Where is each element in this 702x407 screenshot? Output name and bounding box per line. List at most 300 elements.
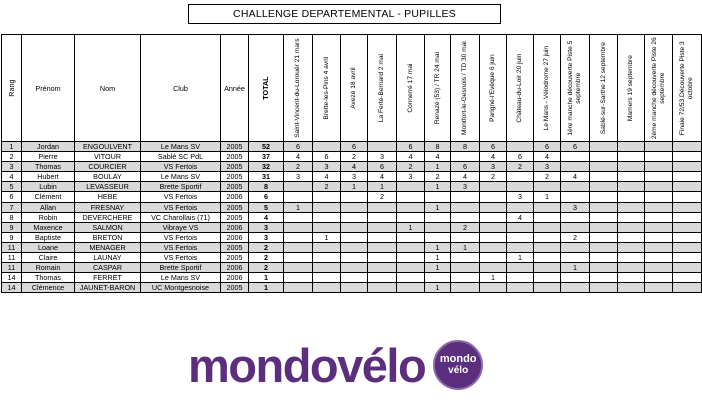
score-cell [313, 202, 341, 212]
rang-cell: 7 [2, 202, 22, 212]
annee-cell: 2005 [221, 242, 249, 252]
score-cell [451, 192, 480, 202]
annee-cell: 2006 [221, 232, 249, 242]
score-cell [480, 222, 507, 232]
club-cell: Le Mans SV [141, 142, 221, 152]
header-event: Connerré 17 mai [397, 35, 425, 142]
club-cell: VS Fertois [141, 162, 221, 172]
total-cell: 31 [249, 172, 284, 182]
score-cell [284, 253, 313, 263]
header-event: Montfort-le-Gesnois / TD 30 mai [451, 35, 480, 142]
prenom-cell: Lubin [22, 182, 75, 192]
header-event: Sablé-sur-Sarthe 12 septembre [590, 35, 618, 142]
score-cell [561, 283, 590, 293]
score-cell: 6 [313, 152, 341, 162]
score-cell: 1 [425, 162, 451, 172]
score-cell [451, 263, 480, 273]
table-row [2, 232, 702, 242]
total-cell: 1 [249, 273, 284, 283]
score-cell [618, 232, 645, 242]
total-cell: 1 [249, 283, 284, 293]
header-nom: Nom [75, 35, 141, 142]
header-club: Club [141, 35, 221, 142]
score-cell [507, 142, 534, 152]
score-cell [425, 192, 451, 202]
score-cell: 1 [425, 202, 451, 212]
score-cell [618, 172, 645, 182]
table-row [2, 222, 702, 232]
ranking-table [1, 34, 702, 293]
annee-cell: 2005 [221, 152, 249, 162]
score-cell [618, 253, 645, 263]
score-cell: 1 [284, 202, 313, 212]
score-cell [313, 273, 341, 283]
score-cell [590, 222, 618, 232]
total-cell: 3 [249, 232, 284, 242]
club-cell: Brette Sportif [141, 263, 221, 273]
score-cell [313, 192, 341, 202]
score-cell: 3 [561, 202, 590, 212]
score-cell: 3 [507, 192, 534, 202]
score-cell: 1 [480, 273, 507, 283]
nom-cell: ENGOULVENT [75, 142, 141, 152]
rang-cell: 4 [2, 172, 22, 182]
score-cell [313, 253, 341, 263]
score-cell: 1 [534, 192, 561, 202]
score-cell [534, 242, 561, 252]
score-cell: 1 [561, 263, 590, 273]
header-event: Avezé 18 avril [341, 35, 368, 142]
score-cell [561, 253, 590, 263]
club-cell: VC Charollais (71) [141, 212, 221, 222]
header-event: Château-du-Loir 20 juin [507, 35, 534, 142]
header-event: Le Mans - Vélodrome 27 juin [534, 35, 561, 142]
table-row [2, 152, 702, 162]
prenom-cell: Clémence [22, 283, 75, 293]
score-cell [368, 253, 397, 263]
score-cell [590, 142, 618, 152]
club-cell: Vibraye VS [141, 222, 221, 232]
score-cell: 3 [480, 162, 507, 172]
total-cell: 5 [249, 202, 284, 212]
score-cell: 4 [397, 152, 425, 162]
score-cell [673, 263, 702, 273]
table-row [2, 242, 702, 252]
score-cell [507, 263, 534, 273]
score-cell [368, 202, 397, 212]
score-cell [451, 283, 480, 293]
table-body [2, 142, 702, 293]
score-cell [561, 273, 590, 283]
score-cell [561, 182, 590, 192]
score-cell: 3 [341, 172, 368, 182]
score-cell [313, 283, 341, 293]
nom-cell: VITOUR [75, 152, 141, 162]
score-cell [534, 232, 561, 242]
table-row [2, 162, 702, 172]
header-prenom: Prénom [22, 35, 75, 142]
score-cell [313, 222, 341, 232]
score-cell [341, 232, 368, 242]
score-cell [507, 273, 534, 283]
club-cell: VS Fertois [141, 202, 221, 212]
nom-cell: BRETON [75, 232, 141, 242]
score-cell [618, 162, 645, 172]
total-cell: 2 [249, 253, 284, 263]
rang-cell: 14 [2, 273, 22, 283]
prenom-cell: Hubert [22, 172, 75, 182]
header-event: Parigné-l'Evêque 6 juin [480, 35, 507, 142]
score-cell [590, 263, 618, 273]
score-cell: 4 [368, 172, 397, 182]
score-cell: 8 [425, 142, 451, 152]
score-cell [507, 172, 534, 182]
prenom-cell: Allan [22, 202, 75, 212]
logo-wordmark: mondovélo [188, 338, 426, 392]
prenom-cell: Claire [22, 253, 75, 263]
score-cell: 4 [507, 212, 534, 222]
score-cell: 2 [313, 182, 341, 192]
score-cell [397, 273, 425, 283]
score-cell [284, 222, 313, 232]
score-cell [645, 192, 673, 202]
page-title: CHALLENGE DEPARTEMENTAL - PUPILLES [188, 4, 501, 24]
score-cell [645, 263, 673, 273]
table-row [2, 212, 702, 222]
score-cell [673, 192, 702, 202]
score-cell [534, 212, 561, 222]
score-cell: 6 [507, 152, 534, 162]
score-cell [673, 162, 702, 172]
header-rang: Rang [2, 35, 22, 142]
score-cell: 4 [480, 152, 507, 162]
score-cell [451, 202, 480, 212]
score-cell [673, 172, 702, 182]
score-cell [284, 192, 313, 202]
score-cell [590, 162, 618, 172]
club-cell: VS Fertois [141, 253, 221, 263]
score-cell: 6 [368, 162, 397, 172]
score-cell [645, 242, 673, 252]
rang-cell: 8 [2, 212, 22, 222]
total-cell: 4 [249, 212, 284, 222]
rang-cell: 6 [2, 192, 22, 202]
score-cell [341, 273, 368, 283]
score-cell: 8 [451, 142, 480, 152]
annee-cell: 2005 [221, 172, 249, 182]
score-cell [341, 222, 368, 232]
score-cell: 4 [341, 162, 368, 172]
score-cell [451, 273, 480, 283]
score-cell: 2 [425, 172, 451, 182]
annee-cell: 2006 [221, 222, 249, 232]
score-cell [313, 263, 341, 273]
score-cell [534, 263, 561, 273]
score-cell [673, 222, 702, 232]
score-cell: 2 [368, 192, 397, 202]
score-cell [313, 212, 341, 222]
score-cell [590, 283, 618, 293]
score-cell: 2 [561, 232, 590, 242]
score-cell: 2 [480, 172, 507, 182]
score-cell: 6 [534, 142, 561, 152]
annee-cell: 2005 [221, 142, 249, 152]
club-cell: VS Fertois [141, 232, 221, 242]
score-cell [645, 162, 673, 172]
score-cell [451, 152, 480, 162]
score-cell [425, 273, 451, 283]
score-cell: 3 [534, 162, 561, 172]
header-event: Renazé (53) / TR 24 mai [425, 35, 451, 142]
club-cell: Brette Sportif [141, 182, 221, 192]
score-cell [673, 253, 702, 263]
score-cell [645, 182, 673, 192]
score-cell [618, 182, 645, 192]
logo-badge-line1: mondo [439, 353, 477, 365]
score-cell: 1 [368, 182, 397, 192]
score-cell [618, 142, 645, 152]
score-cell [451, 232, 480, 242]
score-cell: 4 [284, 152, 313, 162]
score-cell: 1 [425, 242, 451, 252]
header-row [2, 35, 702, 142]
score-cell [368, 273, 397, 283]
header-total: TOTAL [249, 35, 284, 142]
score-cell [397, 202, 425, 212]
score-cell: 2 [534, 172, 561, 182]
prenom-cell: Robin [22, 212, 75, 222]
score-cell [534, 253, 561, 263]
score-cell [618, 212, 645, 222]
table-row [2, 202, 702, 212]
score-cell [534, 283, 561, 293]
score-cell: 6 [284, 142, 313, 152]
score-cell [425, 232, 451, 242]
table-row [2, 273, 702, 283]
score-cell [507, 242, 534, 252]
score-cell [618, 283, 645, 293]
score-cell [480, 242, 507, 252]
total-cell: 37 [249, 152, 284, 162]
mondovelo-logo [188, 337, 483, 393]
total-cell: 2 [249, 263, 284, 273]
score-cell: 1 [425, 263, 451, 273]
rang-cell: 3 [2, 162, 22, 172]
annee-cell: 2005 [221, 283, 249, 293]
score-cell [480, 253, 507, 263]
annee-cell: 2006 [221, 273, 249, 283]
total-cell: 3 [249, 222, 284, 232]
table-row [2, 142, 702, 152]
prenom-cell: Clément [22, 192, 75, 202]
score-cell [645, 142, 673, 152]
rang-cell: 2 [2, 152, 22, 162]
score-cell [534, 273, 561, 283]
score-cell [534, 182, 561, 192]
score-cell: 4 [561, 172, 590, 182]
prenom-cell: Thomas [22, 273, 75, 283]
score-cell [480, 263, 507, 273]
score-cell [618, 263, 645, 273]
logo-badge-line2: vélo [448, 365, 469, 376]
club-cell: VS Fertois [141, 242, 221, 252]
table-row [2, 172, 702, 182]
annee-cell: 2005 [221, 202, 249, 212]
score-cell [590, 202, 618, 212]
score-cell [341, 242, 368, 252]
prenom-cell: Maxence [22, 222, 75, 232]
score-cell [368, 142, 397, 152]
score-cell [645, 202, 673, 212]
score-cell [480, 212, 507, 222]
score-cell [397, 253, 425, 263]
score-cell [368, 283, 397, 293]
score-cell [397, 283, 425, 293]
nom-cell: COURCIER [75, 162, 141, 172]
total-cell: 8 [249, 182, 284, 192]
score-cell [480, 283, 507, 293]
score-cell [480, 192, 507, 202]
score-cell [451, 212, 480, 222]
score-cell: 2 [284, 162, 313, 172]
total-cell: 32 [249, 162, 284, 172]
score-cell: 3 [284, 172, 313, 182]
nom-cell: BOULAY [75, 172, 141, 182]
nom-cell: HEBE [75, 192, 141, 202]
score-cell: 2 [451, 222, 480, 232]
rang-cell: 11 [2, 263, 22, 273]
score-cell [480, 182, 507, 192]
score-cell [645, 253, 673, 263]
score-cell: 4 [425, 152, 451, 162]
score-cell [590, 212, 618, 222]
score-cell [480, 232, 507, 242]
score-cell [507, 222, 534, 232]
club-cell: Le Mans SV [141, 273, 221, 283]
score-cell [673, 242, 702, 252]
prenom-cell: Pierre [22, 152, 75, 162]
score-cell [645, 273, 673, 283]
score-cell [313, 142, 341, 152]
score-cell: 3 [313, 162, 341, 172]
score-cell [673, 152, 702, 162]
score-cell [480, 202, 507, 212]
score-cell [534, 222, 561, 232]
score-cell [673, 283, 702, 293]
table-row [2, 192, 702, 202]
score-cell [618, 152, 645, 162]
table-row [2, 283, 702, 293]
total-cell: 52 [249, 142, 284, 152]
score-cell: 1 [451, 242, 480, 252]
table-row [2, 263, 702, 273]
nom-cell: LEVASSEUR [75, 182, 141, 192]
score-cell [645, 152, 673, 162]
score-cell [368, 232, 397, 242]
rang-cell: 1 [2, 142, 22, 152]
score-cell [645, 232, 673, 242]
score-cell: 6 [341, 142, 368, 152]
score-cell [561, 152, 590, 162]
score-cell [341, 212, 368, 222]
score-cell: 3 [368, 152, 397, 162]
score-cell [368, 242, 397, 252]
score-cell [673, 142, 702, 152]
header-event: Mamers 19 septembre [618, 35, 645, 142]
score-cell [618, 202, 645, 212]
score-cell [561, 212, 590, 222]
annee-cell: 2006 [221, 192, 249, 202]
annee-cell: 2005 [221, 212, 249, 222]
rang-cell: 14 [2, 283, 22, 293]
nom-cell: LAUNAY [75, 253, 141, 263]
score-cell [313, 242, 341, 252]
header-event: Saint-Vincent-du-Lorouër 21 mars [284, 35, 313, 142]
score-cell [284, 182, 313, 192]
total-cell: 6 [249, 192, 284, 202]
score-cell [284, 212, 313, 222]
score-cell [425, 222, 451, 232]
table-row [2, 253, 702, 263]
total-cell: 2 [249, 242, 284, 252]
score-cell [341, 192, 368, 202]
nom-cell: FERRET [75, 273, 141, 283]
score-cell [397, 242, 425, 252]
score-cell [645, 222, 673, 232]
score-cell [284, 232, 313, 242]
score-cell [397, 232, 425, 242]
club-cell: VS Fertois [141, 192, 221, 202]
nom-cell: JAUNET-BARON [75, 283, 141, 293]
nom-cell: DEVERCHERE [75, 212, 141, 222]
nom-cell: FRESNAY [75, 202, 141, 212]
logo-badge-icon [433, 340, 483, 390]
score-cell: 3 [451, 182, 480, 192]
score-cell [645, 172, 673, 182]
score-cell [368, 263, 397, 273]
annee-cell: 2006 [221, 263, 249, 273]
nom-cell: MENAGER [75, 242, 141, 252]
score-cell: 1 [425, 253, 451, 263]
score-cell: 2 [341, 152, 368, 162]
score-cell [645, 283, 673, 293]
score-cell [561, 242, 590, 252]
prenom-cell: Romain [22, 263, 75, 273]
score-cell [507, 283, 534, 293]
score-cell [534, 202, 561, 212]
score-cell [590, 273, 618, 283]
score-cell [284, 263, 313, 273]
score-cell [284, 242, 313, 252]
header-event: Finale 72/53 Découverte Piste 3 octobre [673, 35, 702, 142]
table-row [2, 182, 702, 192]
score-cell [341, 253, 368, 263]
score-cell [673, 202, 702, 212]
score-cell [451, 253, 480, 263]
score-cell [507, 232, 534, 242]
score-cell: 6 [561, 142, 590, 152]
nom-cell: CASPAR [75, 263, 141, 273]
score-cell: 1 [313, 232, 341, 242]
score-cell [341, 283, 368, 293]
score-cell [618, 242, 645, 252]
rang-cell: 9 [2, 222, 22, 232]
score-cell: 1 [341, 182, 368, 192]
score-cell [341, 263, 368, 273]
score-cell [590, 242, 618, 252]
score-cell: 3 [397, 172, 425, 182]
header-annee: Année [221, 35, 249, 142]
